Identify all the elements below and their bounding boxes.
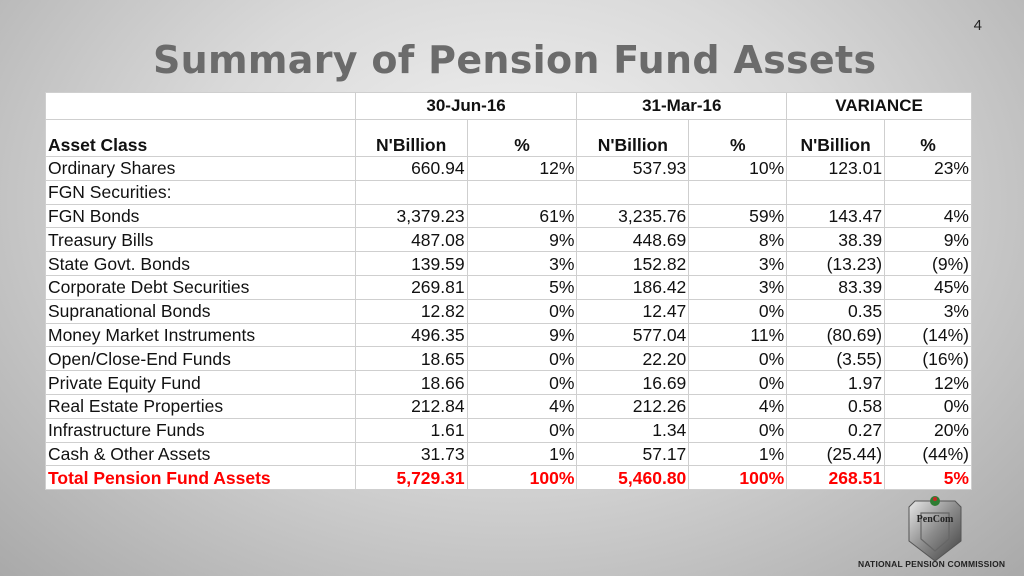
column-header: %: [467, 120, 577, 157]
value-cell: 269.81: [355, 275, 467, 299]
slide-number: 4: [973, 17, 982, 34]
value-cell: 152.82: [577, 252, 689, 276]
value-cell: 3,379.23: [355, 204, 467, 228]
value-cell: 11%: [689, 323, 787, 347]
table-row: [46, 442, 972, 466]
logo-caption: NATIONAL PENSION COMMISSION: [858, 559, 1006, 569]
value-cell: (80.69): [787, 323, 885, 347]
value-cell: [689, 180, 787, 204]
asset-class-cell: Money Market Instruments: [46, 323, 356, 347]
asset-class-cell: Open/Close-End Funds: [46, 347, 356, 371]
value-cell: 5,729.31: [355, 466, 467, 490]
pension-assets-table: [45, 92, 972, 490]
value-cell: (44%): [885, 442, 972, 466]
period-header-row: [46, 93, 972, 120]
value-cell: 212.26: [577, 394, 689, 418]
table-row: [46, 299, 972, 323]
value-cell: 9%: [885, 228, 972, 252]
asset-class-cell: Cash & Other Assets: [46, 442, 356, 466]
value-cell: 12%: [467, 157, 577, 181]
value-cell: (9%): [885, 252, 972, 276]
asset-class-cell: Real Estate Properties: [46, 394, 356, 418]
period-header: 31-Mar-16: [577, 93, 787, 120]
column-header: N'Billion: [355, 120, 467, 157]
table-row: [46, 228, 972, 252]
column-header: N'Billion: [787, 120, 885, 157]
value-cell: 0%: [885, 394, 972, 418]
value-cell: [885, 180, 972, 204]
asset-class-cell: Ordinary Shares: [46, 157, 356, 181]
value-cell: 3%: [689, 252, 787, 276]
column-header-row: [46, 120, 972, 157]
period-header: 30-Jun-16: [355, 93, 577, 120]
value-cell: 0.27: [787, 418, 885, 442]
value-cell: 1%: [689, 442, 787, 466]
value-cell: 16.69: [577, 371, 689, 395]
value-cell: 31.73: [355, 442, 467, 466]
value-cell: 5%: [885, 466, 972, 490]
table-row: [46, 157, 972, 181]
page-title: Summary of Pension Fund Assets: [153, 38, 877, 82]
asset-class-cell: FGN Securities:: [46, 180, 356, 204]
table-row: [46, 418, 972, 442]
value-cell: (25.44): [787, 442, 885, 466]
value-cell: 22.20: [577, 347, 689, 371]
asset-class-cell: Private Equity Fund: [46, 371, 356, 395]
value-cell: 0%: [689, 418, 787, 442]
table-row: [46, 204, 972, 228]
value-cell: 1%: [467, 442, 577, 466]
table-row: [46, 252, 972, 276]
value-cell: 100%: [689, 466, 787, 490]
value-cell: 0%: [467, 347, 577, 371]
value-cell: 45%: [885, 275, 972, 299]
value-cell: 20%: [885, 418, 972, 442]
value-cell: 123.01: [787, 157, 885, 181]
value-cell: 0%: [689, 347, 787, 371]
value-cell: [355, 180, 467, 204]
value-cell: 268.51: [787, 466, 885, 490]
value-cell: 577.04: [577, 323, 689, 347]
value-cell: 4%: [885, 204, 972, 228]
value-cell: 0%: [689, 299, 787, 323]
value-cell: 1.61: [355, 418, 467, 442]
value-cell: 0%: [467, 299, 577, 323]
value-cell: 12.82: [355, 299, 467, 323]
value-cell: (13.23): [787, 252, 885, 276]
value-cell: 0%: [689, 371, 787, 395]
value-cell: 3,235.76: [577, 204, 689, 228]
value-cell: 8%: [689, 228, 787, 252]
value-cell: 9%: [467, 228, 577, 252]
column-header: Asset Class: [46, 120, 356, 157]
asset-class-cell: Infrastructure Funds: [46, 418, 356, 442]
value-cell: 3%: [885, 299, 972, 323]
value-cell: 143.47: [787, 204, 885, 228]
value-cell: 1.34: [577, 418, 689, 442]
value-cell: 212.84: [355, 394, 467, 418]
value-cell: 12%: [885, 371, 972, 395]
value-cell: 83.39: [787, 275, 885, 299]
value-cell: 139.59: [355, 252, 467, 276]
value-cell: 537.93: [577, 157, 689, 181]
value-cell: 3%: [689, 275, 787, 299]
blank-header-cell: [46, 93, 356, 120]
value-cell: 5%: [467, 275, 577, 299]
table-row: [46, 347, 972, 371]
pencom-logo-icon: [895, 493, 975, 563]
asset-class-cell: Supranational Bonds: [46, 299, 356, 323]
value-cell: 12.47: [577, 299, 689, 323]
value-cell: 3%: [467, 252, 577, 276]
value-cell: 38.39: [787, 228, 885, 252]
table-row: [46, 371, 972, 395]
value-cell: 23%: [885, 157, 972, 181]
asset-class-cell: State Govt. Bonds: [46, 252, 356, 276]
value-cell: [787, 180, 885, 204]
value-cell: 1.97: [787, 371, 885, 395]
table-row: [46, 275, 972, 299]
value-cell: 18.65: [355, 347, 467, 371]
value-cell: 18.66: [355, 371, 467, 395]
value-cell: (14%): [885, 323, 972, 347]
table-row: [46, 394, 972, 418]
column-header: %: [885, 120, 972, 157]
value-cell: 5,460.80: [577, 466, 689, 490]
logo-wordmark: PenCom: [916, 514, 954, 525]
value-cell: 0%: [467, 418, 577, 442]
value-cell: 61%: [467, 204, 577, 228]
value-cell: 9%: [467, 323, 577, 347]
value-cell: [467, 180, 577, 204]
value-cell: 59%: [689, 204, 787, 228]
value-cell: 4%: [467, 394, 577, 418]
value-cell: 57.17: [577, 442, 689, 466]
table-row: [46, 323, 972, 347]
value-cell: (16%): [885, 347, 972, 371]
value-cell: 10%: [689, 157, 787, 181]
value-cell: [577, 180, 689, 204]
value-cell: 0.35: [787, 299, 885, 323]
value-cell: (3.55): [787, 347, 885, 371]
asset-class-cell: Treasury Bills: [46, 228, 356, 252]
column-header: N'Billion: [577, 120, 689, 157]
value-cell: 660.94: [355, 157, 467, 181]
variance-header: VARIANCE: [787, 93, 972, 120]
total-row: [46, 466, 972, 490]
asset-class-cell: Corporate Debt Securities: [46, 275, 356, 299]
value-cell: 186.42: [577, 275, 689, 299]
value-cell: 100%: [467, 466, 577, 490]
value-cell: 487.08: [355, 228, 467, 252]
value-cell: 448.69: [577, 228, 689, 252]
column-header: %: [689, 120, 787, 157]
value-cell: 4%: [689, 394, 787, 418]
asset-class-cell: FGN Bonds: [46, 204, 356, 228]
value-cell: 0%: [467, 371, 577, 395]
value-cell: 0.58: [787, 394, 885, 418]
asset-class-cell: Total Pension Fund Assets: [46, 466, 356, 490]
table-row: [46, 180, 972, 204]
value-cell: 496.35: [355, 323, 467, 347]
